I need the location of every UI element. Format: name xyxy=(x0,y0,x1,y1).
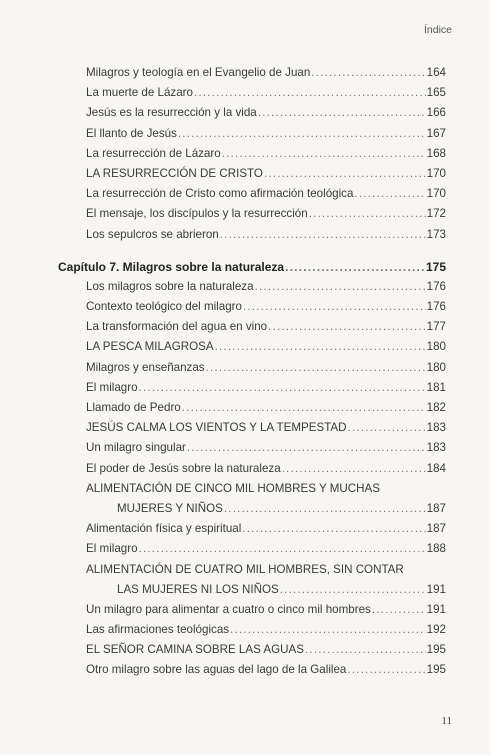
leader-dots xyxy=(348,418,426,438)
toc-entry-title: Otro milagro sobre las aguas del lago de la Galilea xyxy=(86,663,347,677)
toc-entry-page: 180 xyxy=(426,360,446,374)
toc-entry xyxy=(0,378,490,398)
leader-dots xyxy=(258,103,426,123)
toc-entry-title: Los milagros sobre la naturaleza xyxy=(86,279,254,293)
toc-entry xyxy=(0,103,490,123)
toc-entry-page: 165 xyxy=(426,86,446,100)
leader-dots xyxy=(243,297,426,317)
leader-dots xyxy=(187,438,426,458)
toc-entry-continuation xyxy=(0,580,490,600)
toc-entry-page: 164 xyxy=(426,66,446,79)
toc-entry-page: 191 xyxy=(426,582,446,596)
toc-entry-title: Llamado de Pedro xyxy=(86,401,181,414)
toc-entry xyxy=(0,398,490,418)
leader-dots xyxy=(242,519,425,539)
leader-dots xyxy=(311,63,425,83)
page-number: 11 xyxy=(441,715,452,727)
toc-entry-title: Milagros y enseñanzas xyxy=(86,360,205,374)
toc-entry-page: 183 xyxy=(426,441,446,455)
toc-entry-title: Un milagro singular xyxy=(86,441,186,455)
toc-entry-title: El milagro xyxy=(86,542,138,556)
toc-entry-page: 168 xyxy=(426,146,446,160)
leader-dots xyxy=(305,640,426,660)
toc-entry xyxy=(0,164,490,184)
leader-dots xyxy=(139,539,426,559)
toc-entry-title: La muerte de Lázaro xyxy=(86,86,193,100)
toc-entry xyxy=(0,277,490,297)
toc-entry-title: La resurrección de Lázaro xyxy=(86,146,221,160)
toc-entry-page: 172 xyxy=(426,207,446,221)
toc-entry xyxy=(0,438,490,458)
leader-dots xyxy=(309,204,426,224)
leader-dots xyxy=(206,358,426,378)
toc-entry-title: JESÚS CALMA LOS VIENTOS Y LA TEMPESTAD xyxy=(86,421,347,435)
toc-entry xyxy=(0,297,490,317)
toc-entry xyxy=(0,519,490,539)
table-of-contents xyxy=(0,63,490,681)
leader-dots xyxy=(139,378,426,398)
toc-entry-title: El poder de Jesús sobre la naturaleza xyxy=(86,461,281,475)
leader-dots xyxy=(354,184,425,204)
toc-entry-page: 166 xyxy=(426,106,446,120)
toc-entry-first-line xyxy=(0,560,490,580)
running-head: Índice xyxy=(423,24,452,36)
toc-entry-page: 192 xyxy=(426,623,446,637)
toc-entry xyxy=(0,83,490,103)
leader-dots xyxy=(280,580,426,600)
toc-entry-page: 176 xyxy=(426,300,446,314)
toc-entry-page: 191 xyxy=(426,602,446,616)
leader-dots xyxy=(178,124,426,144)
leader-dots xyxy=(215,337,426,357)
toc-entry xyxy=(0,620,490,640)
toc-entry xyxy=(0,124,490,144)
toc-entry xyxy=(0,600,490,620)
leader-dots xyxy=(230,620,426,640)
toc-entry xyxy=(0,660,490,680)
leader-dots xyxy=(224,499,426,519)
leader-dots xyxy=(282,459,426,479)
toc-entry-title: Capítulo 7. Milagros sobre la naturaleza xyxy=(58,259,285,274)
toc-entry-title: El milagro xyxy=(86,380,138,394)
toc-entry-title: La resurrección de Cristo como afirmación teológica xyxy=(86,187,354,201)
toc-entry xyxy=(0,144,490,164)
toc-entry-title: La transformación del agua en vino xyxy=(86,320,268,334)
toc-entry-title: LA PESCA MILAGROSA xyxy=(86,340,214,354)
leader-dots xyxy=(220,225,426,245)
toc-entry-page: 176 xyxy=(426,279,446,293)
toc-entry-title: El llanto de Jesús xyxy=(86,126,177,140)
toc-entry-title: Milagros y teología en el Evangelio de Juan xyxy=(86,66,311,79)
toc-entry-title: EL SEÑOR CAMINA SOBRE LAS AGUAS xyxy=(86,643,304,657)
leader-dots xyxy=(222,144,426,164)
leader-dots xyxy=(347,660,425,680)
toc-entry xyxy=(0,539,490,559)
toc-entry-page: 177 xyxy=(426,320,446,334)
leader-dots xyxy=(372,600,426,620)
leader-dots xyxy=(264,164,426,184)
leader-dots xyxy=(268,317,426,337)
toc-entry-title: LA RESURRECCIÓN DE CRISTO xyxy=(86,166,263,180)
leader-dots xyxy=(182,398,426,418)
toc-entry-title: LAS MUJERES NI LOS NIÑOS xyxy=(117,582,279,596)
toc-entry-title: Alimentación física y espiritual xyxy=(86,522,242,536)
toc-entry-page: 184 xyxy=(426,461,446,475)
toc-entry-page: 195 xyxy=(426,643,446,657)
toc-entry-page: 181 xyxy=(426,380,446,394)
toc-entry-title: Un milagro para alimentar a cuatro o cinco mil hombres xyxy=(86,602,371,616)
toc-entry xyxy=(0,184,490,204)
toc-entry-title: ALIMENTACIÓN DE CUATRO MIL HOMBRES, SIN CONTAR xyxy=(86,562,404,576)
toc-entry xyxy=(0,459,490,479)
toc-chapter-heading xyxy=(0,257,490,277)
toc-entry-page: 187 xyxy=(426,501,446,515)
toc-entry-title: Jesús es la resurrección y la vida xyxy=(86,106,257,120)
leader-dots xyxy=(194,83,426,103)
toc-entry-title: El mensaje, los discípulos y la resurrección xyxy=(86,207,308,221)
toc-entry-page: 173 xyxy=(426,227,446,241)
toc-entry-title: Los sepulcros se abrieron xyxy=(86,227,219,241)
toc-entry xyxy=(0,225,490,245)
toc-entry-page: 180 xyxy=(426,340,446,354)
toc-entry-page: 175 xyxy=(425,259,446,274)
toc-entry-page: 167 xyxy=(426,126,446,140)
toc-entry-page: 170 xyxy=(426,187,446,201)
toc-entry xyxy=(0,204,490,224)
toc-entry-title: Las afirmaciones teológicas xyxy=(86,623,230,637)
toc-entry-page: 188 xyxy=(426,542,446,556)
toc-entry-page: 187 xyxy=(426,522,446,536)
toc-entry xyxy=(0,358,490,378)
toc-entry-continuation xyxy=(0,499,490,519)
toc-entry-page: 170 xyxy=(426,166,446,180)
toc-entry xyxy=(0,63,490,83)
toc-entry xyxy=(0,317,490,337)
toc-entry xyxy=(0,337,490,357)
toc-entry-first-line xyxy=(0,479,490,499)
toc-entry-page: 183 xyxy=(426,421,446,435)
leader-dots xyxy=(285,257,425,277)
toc-entry-title: MUJERES Y NIÑOS xyxy=(117,501,223,515)
toc-entry-title: ALIMENTACIÓN DE CINCO MIL HOMBRES Y MUCHAS xyxy=(86,481,380,495)
toc-entry-page: 182 xyxy=(426,401,446,414)
toc-entry xyxy=(0,640,490,660)
toc-entry xyxy=(0,418,490,438)
toc-entry-page: 195 xyxy=(426,663,446,677)
toc-entry-title: Contexto teológico del milagro xyxy=(86,300,242,314)
leader-dots xyxy=(255,277,426,297)
